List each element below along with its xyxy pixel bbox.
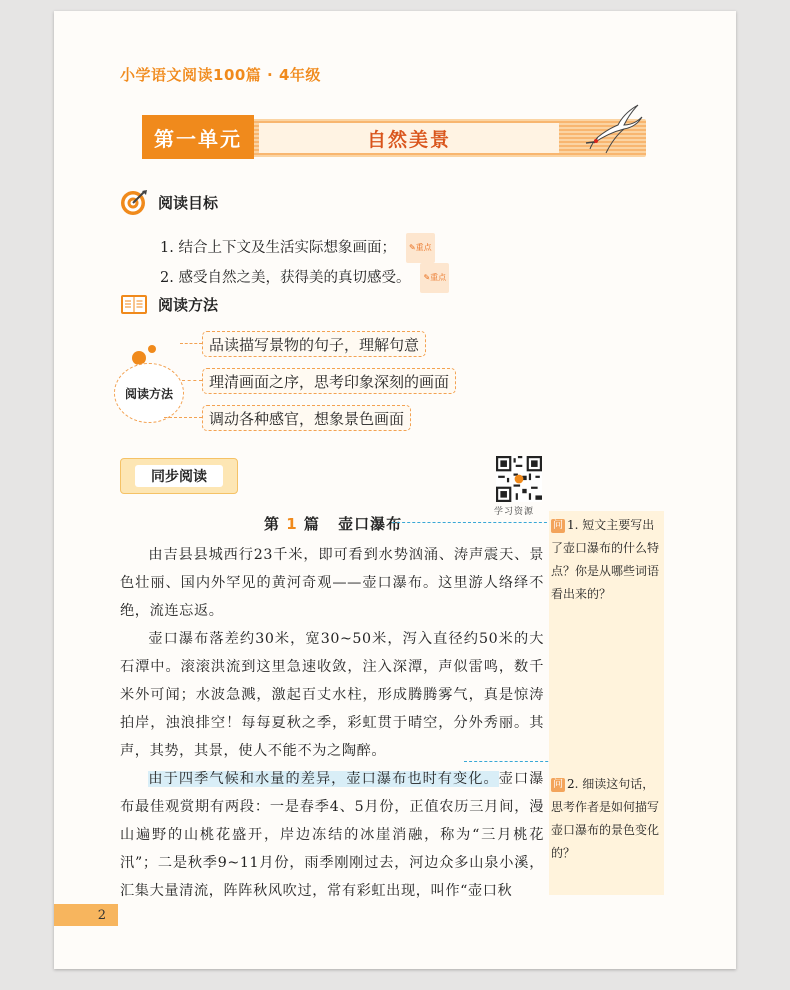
crane-icon — [584, 103, 646, 161]
paragraph — [120, 765, 544, 905]
article-prefix: 第 — [264, 515, 281, 533]
highlighted-sentence: 由于四季气候和水量的差异，壶口瀑布也时有变化。 — [148, 771, 499, 787]
connector-line — [182, 380, 202, 381]
sync-reading-label: 同步阅读 — [135, 465, 223, 487]
connector-line — [164, 417, 202, 418]
qr-code[interactable] — [496, 456, 542, 502]
goal-text: 2. 感受自然之美，获得美的真切感受。 — [160, 270, 411, 286]
book-header: 小学语文阅读100篇 · 4年级 — [120, 66, 321, 84]
target-icon — [120, 188, 148, 216]
question-icon: 问 — [553, 779, 563, 790]
sync-reading-tag — [120, 458, 238, 494]
key-point-label: 重点 — [415, 243, 432, 252]
connector-line — [180, 343, 202, 344]
page-number: 2 — [54, 904, 118, 926]
method-item: 调动各种感官，想象景色画面 — [202, 405, 411, 431]
reading-goals-list — [160, 233, 449, 293]
question-text: 1. 短文主要写出了壶口瀑布的什么特点？你是从哪些词语看出来的？ — [551, 518, 660, 601]
reading-methods-heading — [120, 290, 218, 318]
goal-text: 1. 结合上下文及生活实际想象画面； — [160, 240, 396, 256]
key-point-label: 重点 — [430, 273, 447, 282]
reading-methods-title: 阅读方法 — [158, 295, 219, 314]
goal-item — [160, 233, 449, 263]
decor-dot — [148, 345, 156, 353]
paragraph: 由吉县县城西行23千米，即可看到水势汹涌、涛声震天、景色壮丽、国内外罕见的黄河奇观——壶口瀑布。这里游人络绎不绝，流连忘返。 — [120, 547, 544, 619]
question-1 — [551, 514, 661, 606]
article-title-text: 壶口瀑布 — [338, 515, 403, 533]
question-text: 2. 细读这句话，思考作者是如何描写壶口瀑布的景色变化的？ — [551, 777, 660, 860]
book-icon — [120, 290, 148, 318]
article-number: 1 — [286, 515, 298, 533]
question-2 — [551, 773, 661, 865]
paragraph: 壶口瀑布落差约30米，宽30~50米，泻入直径约50米的大石潭中。滚滚洪流到这里急速收敛，注入深潭，声似雷鸣，数千米外可闻；水波急溅，激起百丈水柱，形成腾腾雾气，真是惊涛拍岸，浊浪排空！每每夏秋之季，彩虹贯于晴空，分外秀丽。其声，其势，其景，使人不能不为之陶醉。 — [120, 631, 544, 759]
annotation-connector — [392, 522, 552, 523]
method-item: 品读描写景物的句子，理解句意 — [202, 331, 426, 357]
qr-label: 学习资源 — [494, 507, 535, 517]
goal-item — [160, 263, 449, 293]
article-body — [120, 541, 544, 905]
paragraph-rest: 壶口瀑布最佳观赏期有两段：一是春季4、5月份，正值农历三月间，漫山遍野的山桃花盛开，岸边冻结的冰崖消融，称为“三月桃花汛”；二是秋季9~11月份，雨季刚刚过去，河边众多山泉小溪，汇集大量清流，阵阵秋风吹过，常有彩虹出现，叫作“壶口秋 — [120, 771, 544, 899]
unit-title: 自然美景 — [259, 123, 559, 153]
article-title — [264, 513, 402, 534]
page — [54, 11, 736, 969]
unit-label: 第一单元 — [142, 115, 254, 159]
reading-goals-title: 阅读目标 — [158, 193, 219, 212]
key-point-tag: ✎ 重点 — [406, 233, 435, 263]
method-item: 理清画面之序，思考印象深刻的画面 — [202, 368, 456, 394]
key-point-tag: ✎ 重点 — [420, 263, 449, 293]
reading-goals-heading — [120, 188, 218, 216]
article-suffix: 篇 — [303, 515, 320, 533]
question-icon: 问 — [553, 520, 563, 531]
reading-methods-center: 阅读方法 — [114, 363, 184, 423]
